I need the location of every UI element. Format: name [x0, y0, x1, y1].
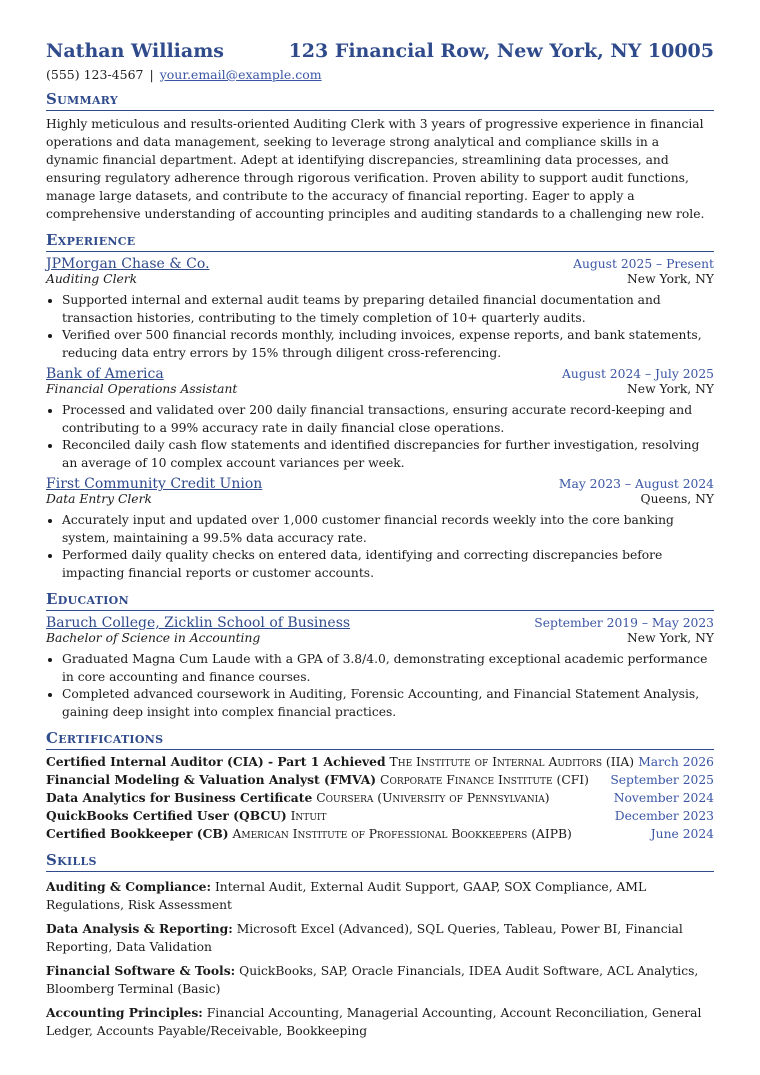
certification-issuer: The Institute of Internal Auditors (IIA): [389, 755, 635, 769]
contact-line: [46, 67, 714, 82]
skill-category: Accounting Principles:: [46, 1005, 203, 1020]
phone-number: (555) 123-4567: [46, 67, 144, 82]
certification-row: [46, 807, 714, 825]
education-bullets: [46, 651, 714, 721]
employer-link[interactable]: JPMorgan Chase & Co.: [46, 256, 210, 272]
skill-category: Auditing & Compliance:: [46, 879, 212, 894]
job-location: New York, NY: [627, 382, 714, 396]
summary-text: Highly meticulous and results-oriented Auditing Clerk with 3 years of progressive experience in financial operations and data management, seeking to leverage strong analytical and compliance skills in a dynamic financial department. Adept at identifying discrepancies, streamlining data processes, and ensuring regulatory adherence through rigorous verification. Proven ability to support audit functions, manage large datasets, and contribute to the accuracy of financial reporting. Eager to apply a comprehensive understanding of accounting principles and auditing standards to a challenging new role.: [46, 117, 705, 221]
skill-list: QuickBooks, SAP, Oracle Financials, IDEA Audit Software, ACL Analytics, Bloomberg Terminal (Basic): [46, 964, 699, 996]
job-title: Data Entry Clerk: [46, 492, 152, 506]
candidate-name: Nathan Williams: [46, 40, 224, 62]
skill-category: Financial Software & Tools:: [46, 963, 236, 978]
employer-link[interactable]: Bank of America: [46, 366, 164, 382]
skill-list: Internal Audit, External Audit Support, GAAP, SOX Compliance, AML Regulations, Risk Assessment: [46, 880, 647, 912]
skill-group: [46, 962, 714, 998]
certification-issuer: Coursera (University of Pennsylvania): [316, 791, 550, 805]
education-entry: [46, 615, 714, 721]
job-dates: August 2024 – July 2025: [562, 367, 714, 381]
skill-group: [46, 920, 714, 956]
certification-name: Data Analytics for Business Certificate: [46, 790, 313, 805]
degree: Bachelor of Science in Accounting: [46, 631, 261, 645]
certification-date: November 2024: [613, 791, 714, 805]
resume-page: [46, 40, 714, 1040]
bullet-item: • Completed advanced coursework in Auditing, Forensic Accounting, and Financial Statement Analysis, gaining deep insight into complex financial practices.: [62, 686, 714, 721]
education-location: New York, NY: [627, 631, 714, 645]
skill-group: [46, 878, 714, 914]
experience-entry: [46, 256, 714, 362]
section-title-summary: Summary: [46, 90, 714, 111]
certification-issuer: American Institute of Professional Bookkeepers (AIPB): [232, 827, 572, 841]
bullet-item: • Graduated Magna Cum Laude with a GPA of 3.8/4.0, demonstrating exceptional academic performance in core accounting and finance courses.: [62, 651, 714, 686]
bullet-item: • Accurately input and updated over 1,000 customer financial records weekly into the core banking system, maintaining a 99.5% data accuracy rate.: [62, 512, 714, 547]
section-title-education: Education: [46, 590, 714, 611]
bullet-item: • Verified over 500 financial records monthly, including invoices, expense reports, and bank statements, reducing data entry errors by 15% through diligent cross-referencing.: [62, 327, 714, 362]
skill-category: Data Analysis & Reporting:: [46, 921, 233, 936]
job-location: Queens, NY: [640, 492, 714, 506]
job-bullets: [46, 292, 714, 362]
certifications-list: [46, 753, 714, 843]
job-title: Auditing Clerk: [46, 272, 138, 286]
certification-name: Certified Internal Auditor (CIA) - Part 1 Achieved: [46, 754, 386, 769]
skill-list: Microsoft Excel (Advanced), SQL Queries, Tableau, Power BI, Financial Reporting, Data Validation: [46, 922, 683, 954]
certification-name: QuickBooks Certified User (QBCU): [46, 808, 287, 823]
certification-issuer: Corporate Finance Institute (CFI): [380, 773, 589, 787]
contact-separator: |: [149, 67, 154, 82]
bullet-item: • Supported internal and external audit teams by preparing detailed financial documentation and transaction histories, contributing to the timely completion of 10+ quarterly audits.: [62, 292, 714, 327]
job-title: Financial Operations Assistant: [46, 382, 238, 396]
certification-row: [46, 825, 714, 843]
certification-row: [46, 771, 714, 789]
employer-link[interactable]: First Community Credit Union: [46, 476, 263, 492]
certification-row: [46, 753, 714, 771]
email-link[interactable]: your.email@example.com: [159, 67, 322, 82]
certification-name: Certified Bookkeeper (CB): [46, 826, 229, 841]
job-bullets: [46, 402, 714, 472]
certification-date: December 2023: [614, 809, 714, 823]
skill-list: Financial Accounting, Managerial Accounting, Account Reconciliation, General Ledger, Accounts Payable/Receivable, Bookkeeping: [46, 1006, 702, 1038]
candidate-address: 123 Financial Row, New York, NY 10005: [288, 40, 714, 62]
resume-header: [46, 40, 714, 62]
section-title-certifications: Certifications: [46, 729, 714, 750]
job-bullets: [46, 512, 714, 582]
experience-entry: [46, 366, 714, 472]
certification-name: Financial Modeling & Valuation Analyst (FMVA): [46, 772, 377, 787]
bullet-item: • Reconciled daily cash flow statements and identified discrepancies for further investigation, resolving an average of 10 complex account variances per week.: [62, 437, 714, 472]
skill-group: [46, 1004, 714, 1040]
certification-date: September 2025: [610, 773, 714, 787]
section-title-skills: Skills: [46, 851, 714, 872]
certification-date: March 2026: [638, 755, 714, 769]
experience-entry: [46, 476, 714, 582]
certification-row: [46, 789, 714, 807]
job-dates: August 2025 – Present: [573, 257, 714, 271]
education-dates: September 2019 – May 2023: [534, 616, 714, 630]
bullet-item: • Processed and validated over 200 daily financial transactions, ensuring accurate record-keeping and contributing to a 99% accuracy rate in daily financial close operations.: [62, 402, 714, 437]
bullet-item: • Performed daily quality checks on entered data, identifying and correcting discrepancies before impacting financial reports or customer accounts.: [62, 547, 714, 582]
certification-issuer: Intuit: [290, 809, 327, 823]
school-link[interactable]: Baruch College, Zicklin School of Business: [46, 615, 351, 631]
section-title-experience: Experience: [46, 231, 714, 252]
job-location: New York, NY: [627, 272, 714, 286]
certification-date: June 2024: [650, 827, 714, 841]
job-dates: May 2023 – August 2024: [558, 477, 714, 491]
